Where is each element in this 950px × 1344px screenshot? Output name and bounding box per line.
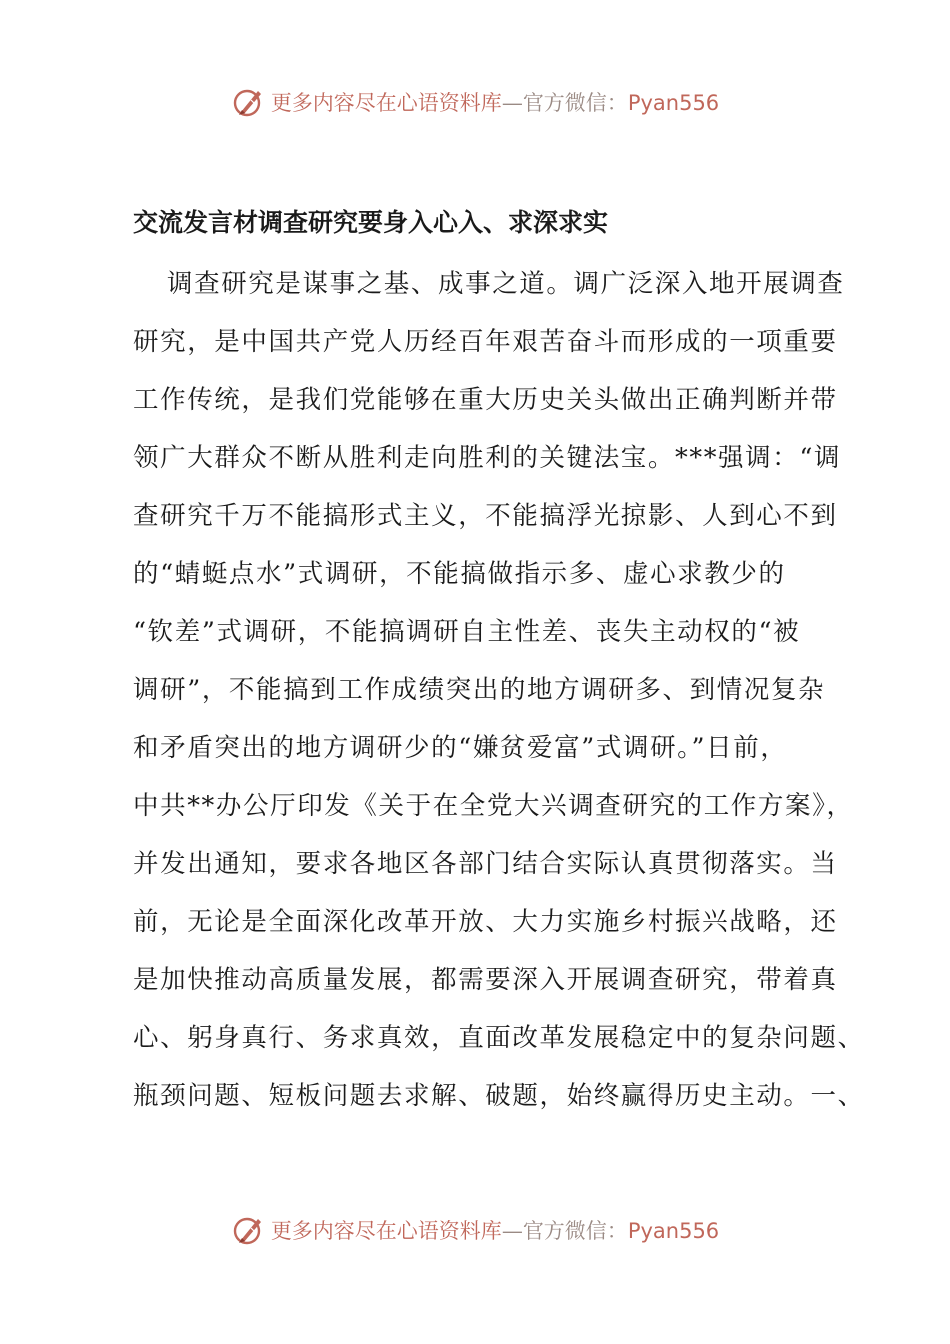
footer-watermark	[0, 1210, 950, 1250]
text-line: 调研”，不能搞到工作成绩突出的地方调研多、到情况复杂	[133, 675, 826, 705]
text-line: 和矛盾突出的地方调研少的“嫌贫爱富”式调研。”日前，	[133, 733, 788, 763]
watermark-text: 更多内容尽在心语资料库—官方微信：Pyan556	[270, 1219, 720, 1243]
text-line: 是加快推动高质量发展，都需要深入开展调查研究，带着真	[133, 965, 838, 995]
text-line: 研究，是中国共产党人历经百年艰苦奋斗而形成的一项重要	[133, 327, 838, 357]
text-line: 调查研究是谋事之基、成事之道。调广泛深入地开展调查	[167, 269, 845, 299]
text-line: 瓶颈问题、短板问题去求解、破题，始终赢得历史主动。一、	[133, 1081, 865, 1111]
watermark-text: 更多内容尽在心语资料库—官方微信：Pyan556	[270, 91, 720, 115]
document-title: 交流发言材调查研究要身入心入、求深求实	[133, 208, 609, 237]
header-watermark	[0, 82, 950, 122]
text-line: 前，无论是全面深化改革开放、大力实施乡村振兴战略，还	[133, 907, 838, 937]
text-line: 工作传统，是我们党能够在重大历史关头做出正确判断并带	[133, 385, 838, 415]
body-paragraph	[133, 261, 865, 1131]
quill-pen-in-circle-icon	[231, 1213, 265, 1247]
text-line: 领广大群众不断从胜利走向胜利的关键法宝。***强调：“调	[133, 443, 842, 473]
text-line: “钦差”式调研，不能搞调研自主性差、丧失主动权的“被	[133, 617, 801, 647]
text-line: 并发出通知，要求各地区各部门结合实际认真贯彻落实。当	[133, 849, 838, 879]
text-line: 的“蜻蜓点水”式调研，不能搞做指示多、虚心求教少的	[133, 559, 786, 589]
quill-pen-in-circle-icon	[231, 85, 265, 119]
text-line: 查研究千万不能搞形式主义，不能搞浮光掠影、人到心不到	[133, 501, 838, 531]
text-line: 心、躬身真行、务求真效，直面改革发展稳定中的复杂问题、	[133, 1023, 865, 1053]
text-line: 中共**办公厅印发《关于在全党大兴调查研究的工作方案》，	[133, 791, 854, 821]
